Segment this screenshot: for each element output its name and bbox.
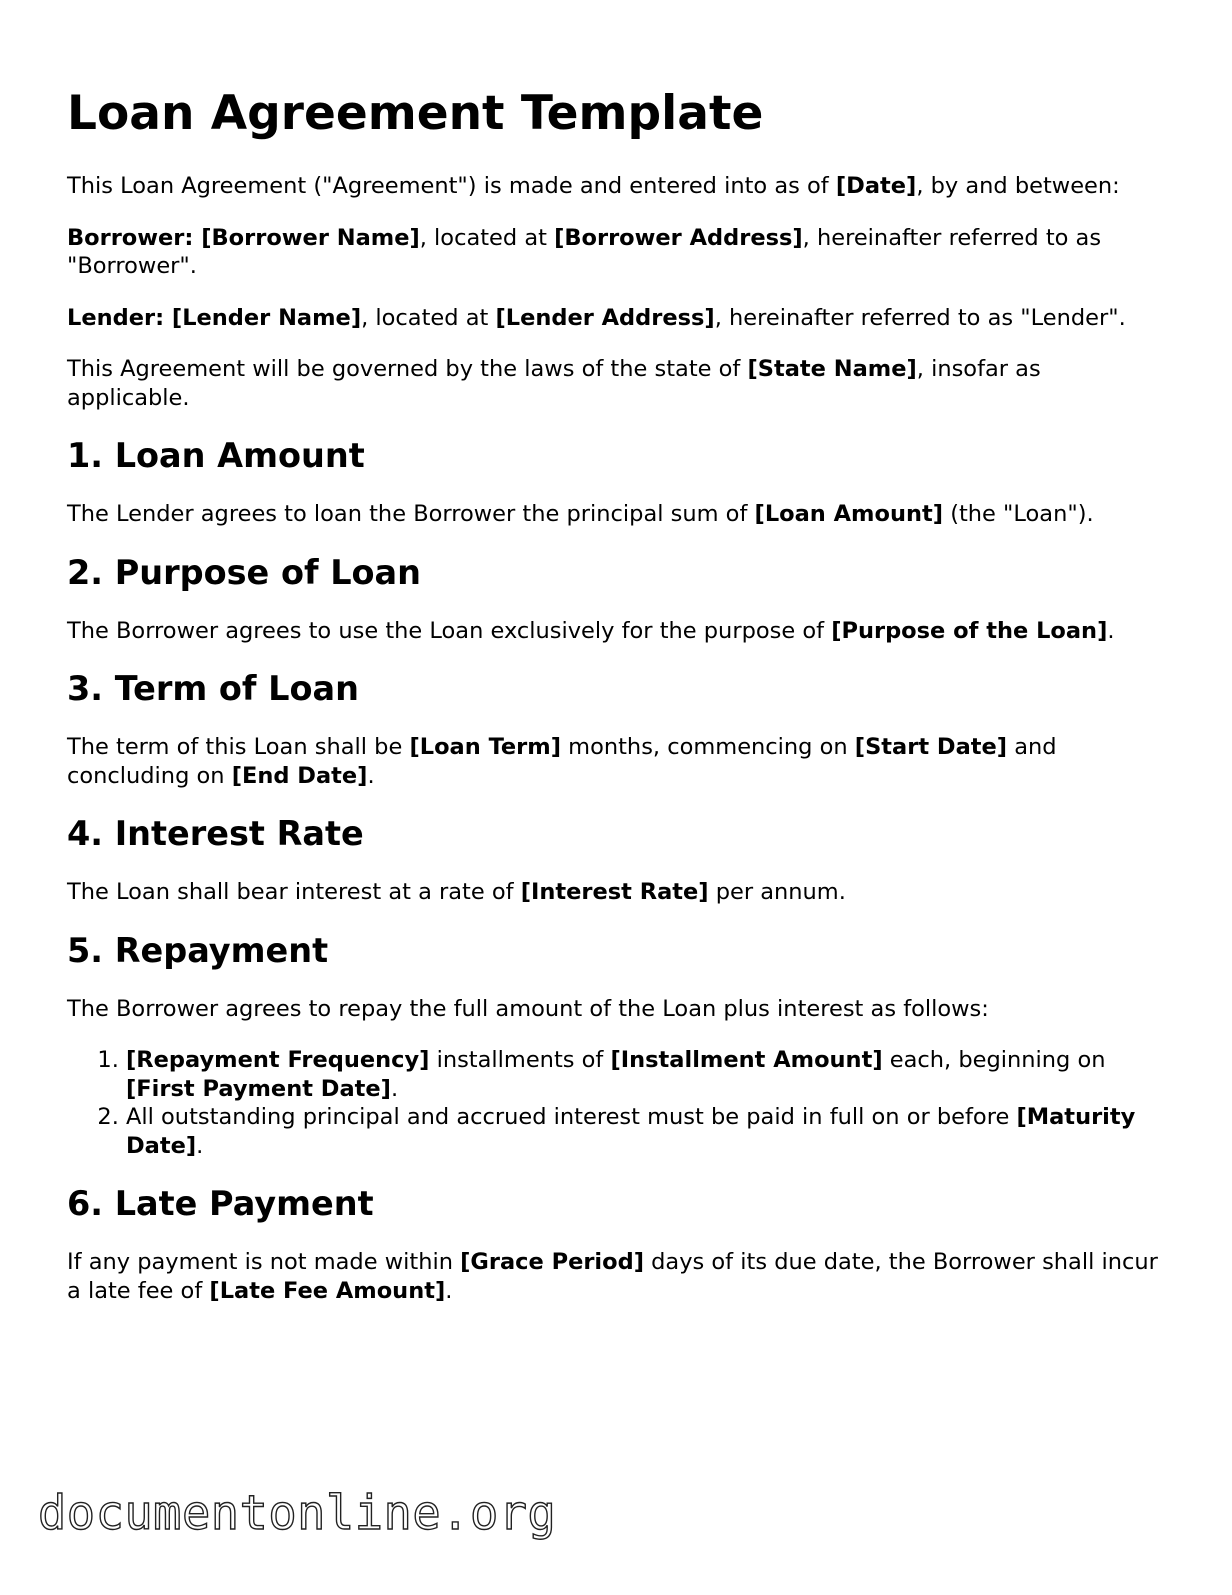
list-item-text-end: . (196, 1132, 204, 1159)
maturity-date-placeholder: [Maturity Date] (126, 1104, 1136, 1159)
section-heading-term: 3. Term of Loan (67, 669, 359, 708)
term-text-3: and concluding on (67, 734, 1057, 789)
late-fee-amount-placeholder: [Late Fee Amount] (209, 1277, 446, 1304)
late-payment-paragraph (67, 1248, 1167, 1305)
borrower-name-placeholder: Borrower: [Borrower Name] (67, 224, 420, 251)
section-heading-repayment: 5. Repayment (67, 930, 329, 970)
loan-amount-text: The Lender agrees to loan the Borrower the principal sum of (67, 501, 755, 527)
purpose-paragraph (67, 617, 1167, 646)
repayment-list (67, 1046, 1167, 1160)
governing-law-paragraph (67, 355, 1167, 412)
governing-text: This Agreement will be governed by the laws of the state of (67, 356, 748, 382)
lender-name-placeholder: Lender: [Lender Name] (67, 304, 362, 331)
grace-period-placeholder: [Grace Period] (460, 1249, 644, 1275)
term-text-end: . (367, 762, 375, 789)
date-placeholder: [Date] (835, 173, 917, 199)
borrower-text-end: , hereinafter referred to as "Borrower". (67, 224, 1102, 279)
intro-text: This Loan Agreement ("Agreement") is made and entered into as of (67, 173, 836, 199)
list-item-text: installments of (429, 1047, 611, 1073)
list-item (126, 1103, 1167, 1160)
list-item-text: All outstanding principal and accrued interest must be paid in full on or before (126, 1104, 1017, 1130)
intro-text-end: , by and between: (916, 173, 1120, 199)
late-payment-text: If any payment is not made within (67, 1249, 461, 1275)
state-name-placeholder: [State Name] (747, 356, 917, 382)
governing-text-end: , insofar as applicable. (67, 356, 1041, 411)
loan-term-placeholder: [Loan Term] (409, 734, 562, 760)
list-item-text-end: . (390, 1075, 399, 1102)
interest-rate-placeholder: [Interest Rate] (520, 879, 709, 905)
watermark: documentonline.org (38, 1486, 557, 1541)
purpose-text: The Borrower agrees to use the Loan exclusively for the purpose of (67, 617, 832, 644)
lender-text: , located at (361, 304, 496, 331)
installment-amount-placeholder: [Installment Amount] (610, 1047, 883, 1073)
intro-paragraph (67, 172, 1167, 201)
loan-amount-placeholder: [Loan Amount] (754, 501, 944, 527)
borrower-paragraph (67, 224, 1167, 281)
section-heading-interest-rate: 4. Interest Rate (67, 814, 364, 853)
section-heading-late-payment: 6. Late Payment (67, 1184, 374, 1223)
end-date-placeholder: [End Date] (231, 762, 368, 789)
section-heading-loan-amount: 1. Loan Amount (67, 436, 365, 475)
purpose-placeholder: [Purpose of the Loan] (831, 617, 1108, 644)
repayment-frequency-placeholder: [Repayment Frequency] (126, 1047, 430, 1073)
document-page (67, 82, 1167, 1328)
lender-paragraph (67, 304, 1167, 333)
late-payment-text-end: . (445, 1277, 453, 1304)
term-text: The term of this Loan shall be (67, 734, 410, 760)
late-payment-text-2: days of its due date, the Borrower shall incur a late fee of (67, 1249, 1158, 1304)
repayment-paragraph: The Borrower agrees to repay the full amount of the Loan plus interest as follows: (67, 995, 989, 1022)
interest-text: The Loan shall bear interest at a rate of (67, 879, 521, 905)
loan-amount-paragraph (67, 500, 1167, 529)
interest-paragraph (67, 878, 1167, 907)
borrower-address-placeholder: [Borrower Address] (554, 224, 803, 251)
term-text-2: months, commencing on (561, 734, 855, 760)
document-title: Loan Agreement Template (67, 86, 764, 141)
lender-text-end: , hereinafter referred to as "Lender". (714, 304, 1126, 331)
start-date-placeholder: [Start Date] (854, 734, 1008, 760)
borrower-text: , located at (419, 224, 555, 251)
section-heading-purpose: 2. Purpose of Loan (67, 552, 422, 592)
term-paragraph (67, 733, 1167, 790)
loan-amount-text-end: (the "Loan"). (943, 501, 1094, 527)
first-payment-date-placeholder: [First Payment Date] (126, 1075, 391, 1102)
purpose-text-end: . (1107, 617, 1115, 644)
interest-text-end: per annum. (708, 879, 846, 905)
lender-address-placeholder: [Lender Address] (495, 304, 715, 331)
list-item (126, 1046, 1167, 1103)
list-item-text-2: each, beginning on (882, 1047, 1106, 1073)
